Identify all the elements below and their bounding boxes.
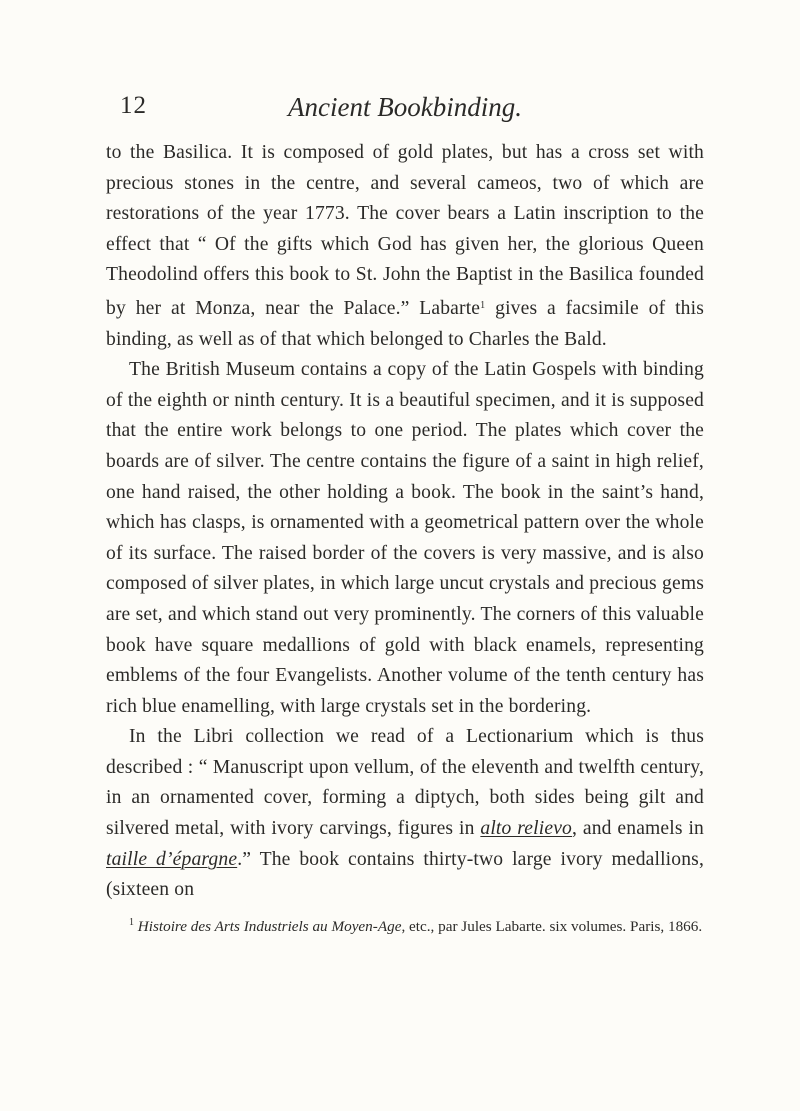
page bbox=[106, 92, 704, 937]
paragraph-3-text-a: In the Libri collection we read of a Lectionarium which is thus described : “ Manuscript upon vellum, of the eleventh and twelfth century, in an ornamented cover, forming a diptych, both sides being gilt and silvered metal, with ivory carvings, figures in bbox=[106, 726, 704, 840]
italic-taille-depargne: taille d’épargne bbox=[106, 848, 238, 870]
paragraph-2: The British Museum contains a copy of the Latin Gospels with binding of the eighth or ninth century. It is a beautiful specimen, and it is supposed that the entire work belongs to one period. The plates which cover the boards are of silver. The centre contains the figure of a saint in high relief, one hand raised, the other holding a book. The book in the saint’s hand, which has clasps, is ornamented with a geometrical pattern over the whole of its surface. The raised border of the covers is very massive, and is also composed of silver plates, in which large uncut crystals and precious gems are set, and which stand out very prominently. The corners of this valuable book have square medallions of gold with black enamels, representing emblems of the four Evangelists. Another volume of the tenth century has rich blue enamelling, with large crystals set in the bordering. bbox=[106, 359, 704, 717]
paragraph-3-text-c: .” The book contains thirty-two large ivory medallions, (sixteen on bbox=[106, 848, 704, 901]
body-text bbox=[106, 138, 704, 906]
paragraph-1-text-b: gives a facsimile of this binding, as well as of that which belonged to Charles the Bald. bbox=[106, 297, 704, 350]
paragraph-1 bbox=[106, 138, 704, 355]
italic-alto-relievo: alto relievo bbox=[480, 818, 572, 840]
page-number: 12 bbox=[120, 92, 147, 119]
footnote-title: Histoire des Arts Industriels au Moyen-Age bbox=[137, 917, 402, 935]
running-title: Ancient Bookbinding. bbox=[288, 92, 522, 122]
paragraph-3-text-b: , and enamels in bbox=[572, 818, 704, 840]
footnote-mark: 1 bbox=[129, 916, 134, 928]
running-head bbox=[106, 92, 704, 132]
paragraph-1-text-a: to the Basilica. It is composed of gold plates, but has a cross set with precious stones in the centre, and several cameos, two of which are restorations of the year 1773. The cover bears a Latin inscription to the effect that “ Of the gifts which God has given her, the glorious Queen Theodolind offers this book to St. John the Baptist in the Basilica founded by her at Monza, near the Palace.” Labarte bbox=[106, 142, 704, 319]
footnote bbox=[106, 912, 704, 937]
paragraph-3 bbox=[106, 722, 704, 906]
footnote-text: , etc., par Jules Labarte. six volumes. Paris, 1866. bbox=[401, 917, 703, 935]
footnote-reference: 1 bbox=[480, 299, 486, 311]
